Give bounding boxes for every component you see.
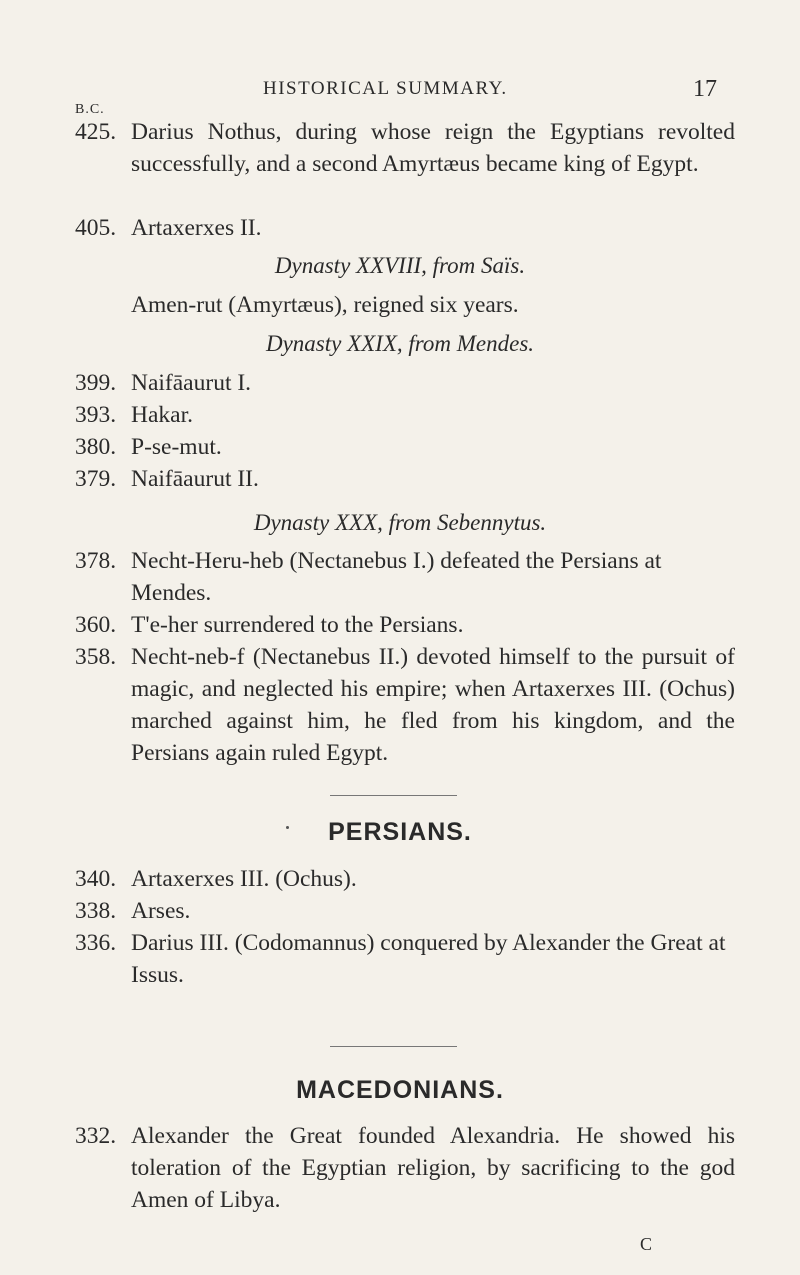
entry-text: Necht-neb-f (Nectanebus II.) devoted himself to the pursuit of magic, and neglected his empire; when Artaxerxes III. (Ochus) marched against him, he fled from his kingdom, and the Persians again ruled Egypt. <box>131 644 735 766</box>
era-label: B.C. <box>75 102 105 117</box>
entry-year: 338. <box>75 898 117 924</box>
entry-year: 332. <box>75 1123 117 1149</box>
persians-heading: PERSIANS. <box>328 818 472 846</box>
entry-text: Amen-rut (Amyrtæus), reigned six years. <box>131 292 519 318</box>
entry-text: Artaxerxes III. (Ochus). <box>131 866 357 892</box>
section-divider <box>330 795 457 796</box>
entry-360 <box>75 609 735 641</box>
entry-393 <box>75 399 735 431</box>
section-divider <box>330 1046 457 1047</box>
entry-425 <box>75 116 735 180</box>
entry-405 <box>75 212 735 244</box>
entry-year: 358. <box>75 644 117 670</box>
entry-358 <box>75 641 735 769</box>
dynasty-xxx-heading: Dynasty XXX, from Sebennytus. <box>253 510 547 535</box>
entry-text: Naifāaurut II. <box>131 466 259 492</box>
entry-380 <box>75 431 735 463</box>
entry-year: 405. <box>75 215 117 241</box>
entry-338 <box>75 895 735 927</box>
entry-text: Darius III. (Codomannus) conquered by Alexander the Great at Issus. <box>131 930 726 988</box>
entry-text: T'e-her surrendered to the Persians. <box>131 612 464 638</box>
entry-text: Necht-Heru-heb (Nectanebus I.) defeated the Persians at Mendes. <box>131 548 662 606</box>
entry-text: Alexander the Great founded Alexandria. He showed his toleration of the Egyptian religion, by sacrificing to the god Amen of Libya. <box>131 1123 735 1213</box>
entry-year: 379. <box>75 466 117 492</box>
running-head: HISTORICAL SUMMARY. <box>263 78 508 99</box>
entry-year: 425. <box>75 119 117 145</box>
entry-year: 360. <box>75 612 117 638</box>
entry-332 <box>75 1120 735 1216</box>
dynasty-xxviii-heading: Dynasty XXVIII, from Saïs. <box>274 253 526 278</box>
entry-text: Hakar. <box>131 402 193 428</box>
entry-378 <box>75 545 735 609</box>
macedonians-heading: MACEDONIANS. <box>296 1076 504 1104</box>
entry-amen-rut <box>75 289 735 321</box>
entry-text: Artaxerxes II. <box>131 215 262 241</box>
entry-year: 378. <box>75 548 117 574</box>
page-number: 17 <box>693 76 717 102</box>
entry-379 <box>75 463 735 495</box>
entry-year: 393. <box>75 402 117 428</box>
entry-year: 399. <box>75 370 117 396</box>
entry-year: 336. <box>75 930 117 956</box>
entry-text: Arses. <box>131 898 191 924</box>
signature-mark: C <box>640 1234 653 1254</box>
dynasty-xxix-heading: Dynasty XXIX, from Mendes. <box>265 331 535 356</box>
entry-year: 380. <box>75 434 117 460</box>
entry-399 <box>75 367 735 399</box>
entry-year: 340. <box>75 866 117 892</box>
entry-text: P-se-mut. <box>131 434 222 460</box>
entry-336 <box>75 927 735 991</box>
entry-340 <box>75 863 735 895</box>
entry-text: Naifāaurut I. <box>131 370 252 396</box>
entry-text: Darius Nothus, during whose reign the Egyptians revolted successfully, and a second Amyrtæus became king of Egypt. <box>131 119 735 177</box>
